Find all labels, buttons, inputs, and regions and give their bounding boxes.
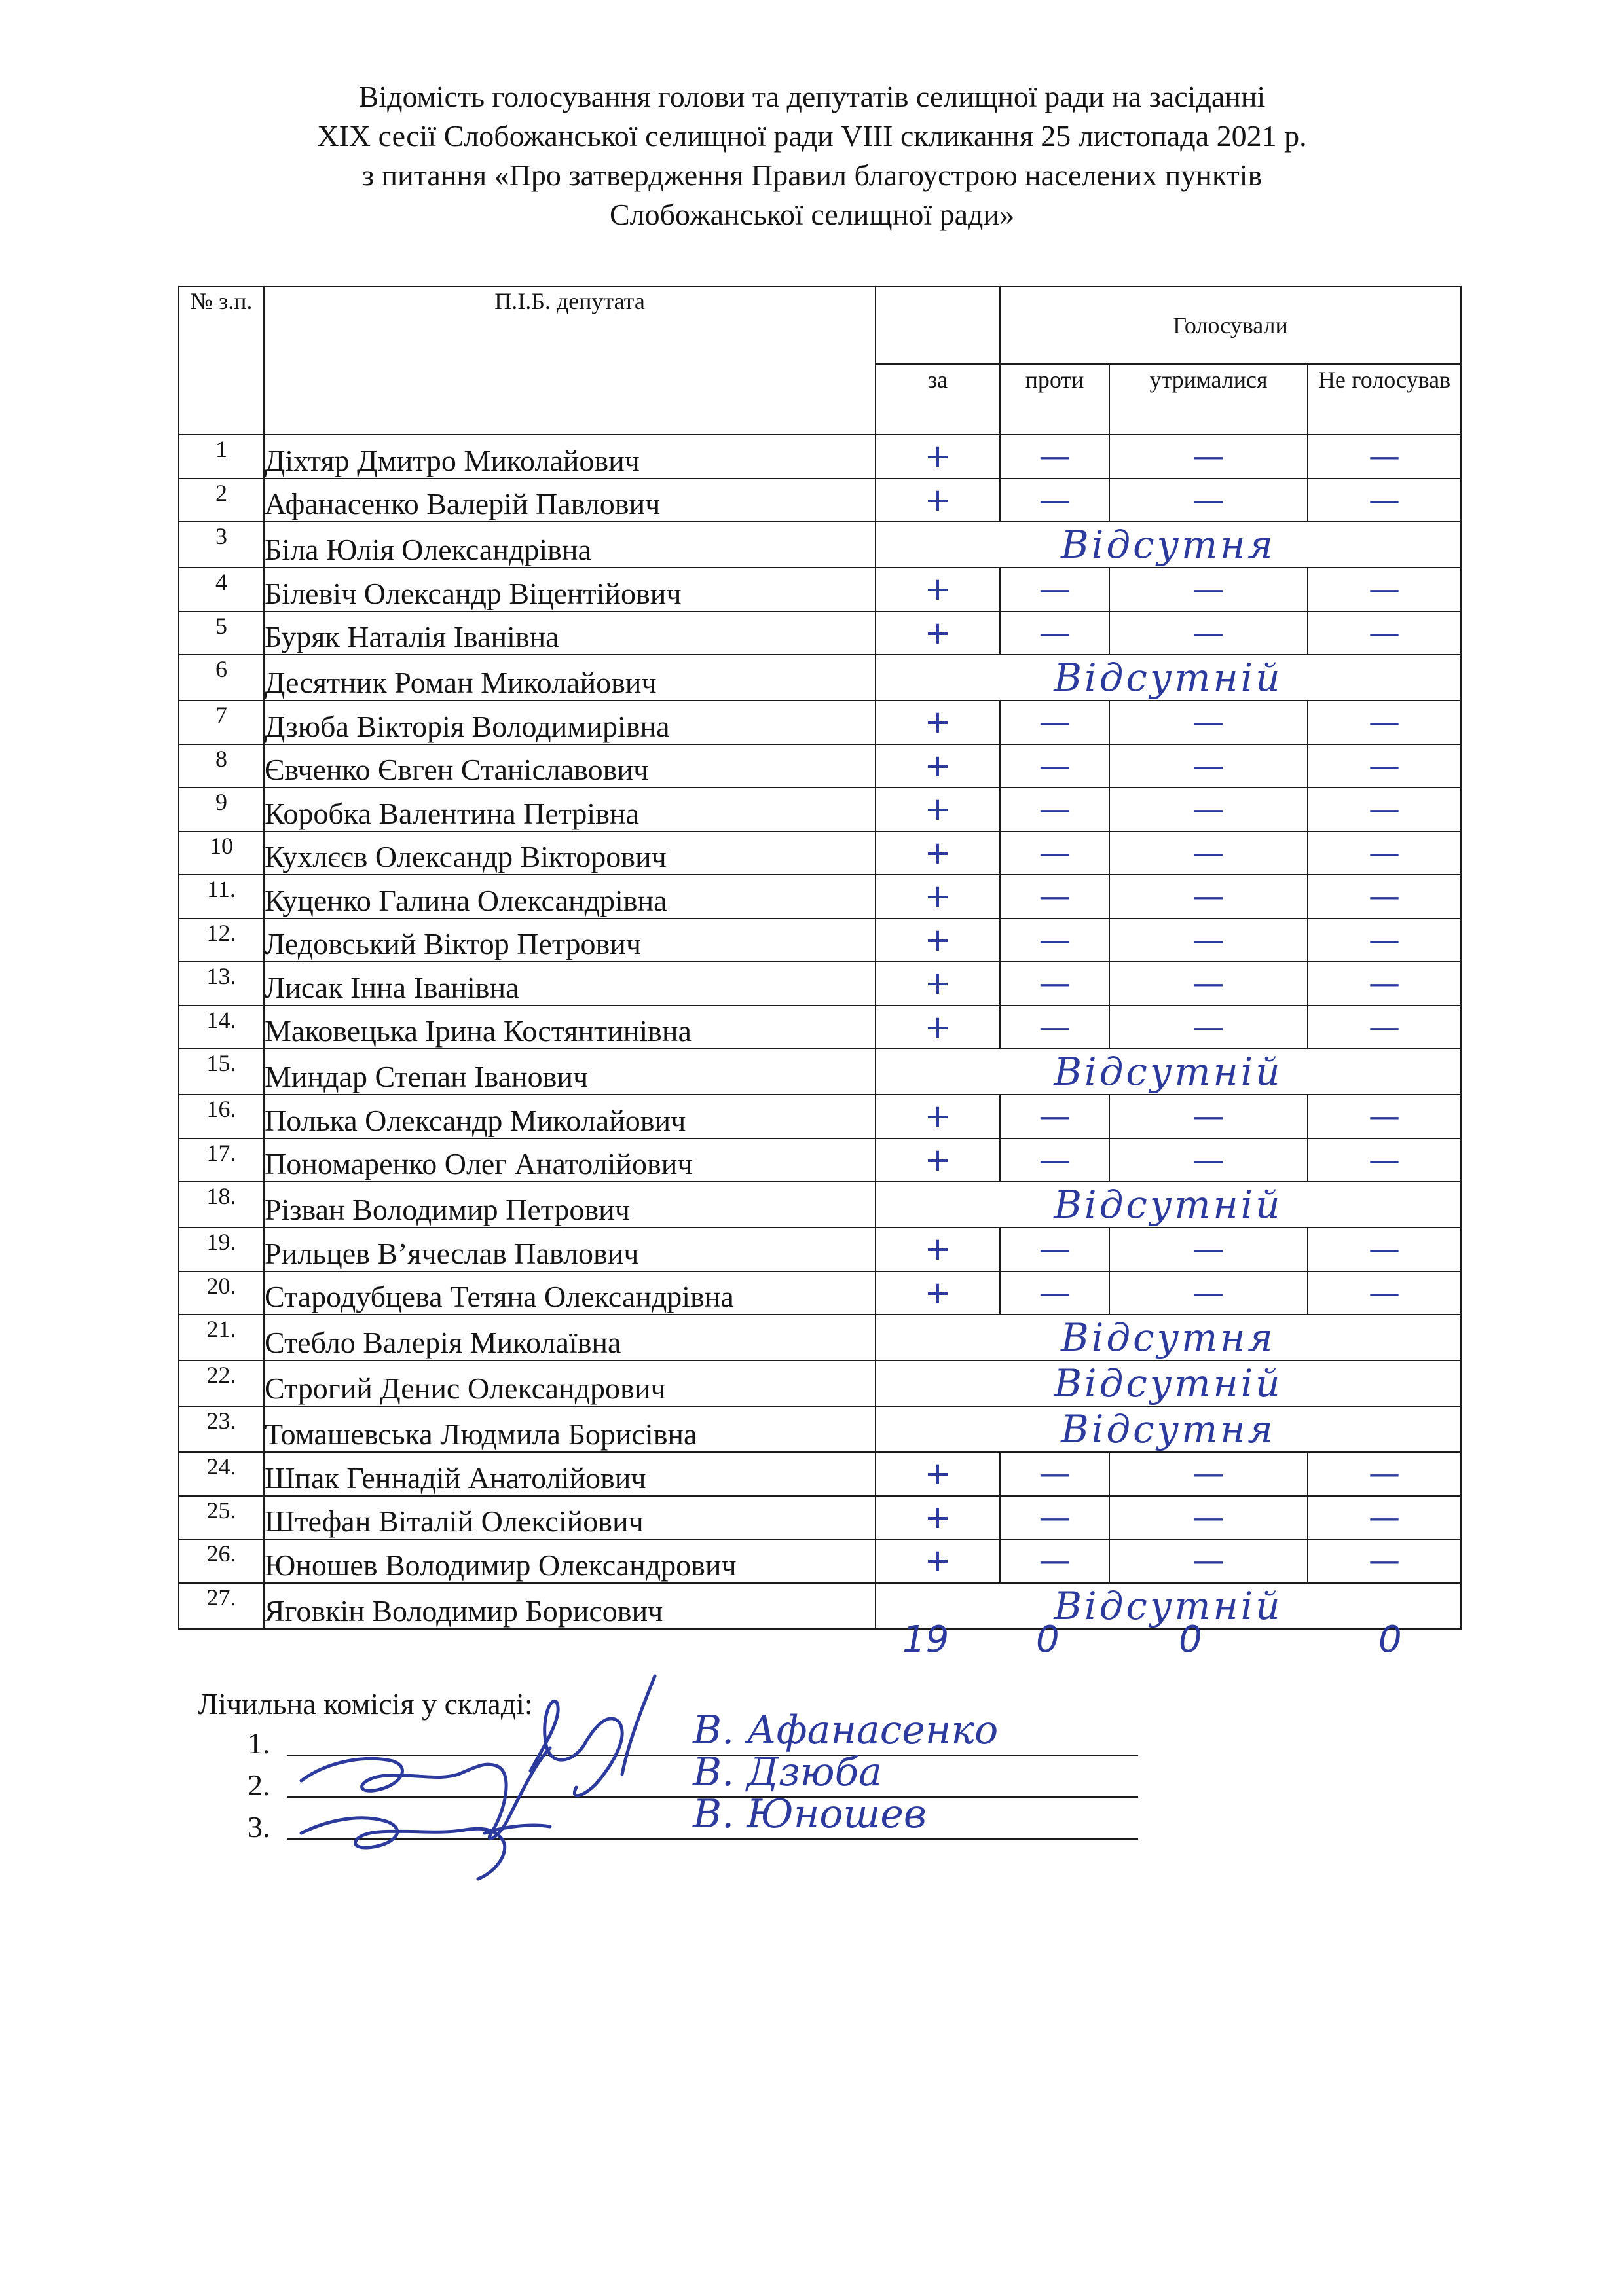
vote-against-mark: — <box>1000 788 1109 831</box>
deputy-name: Лисак Інна Іванівна <box>264 962 876 1006</box>
table-row <box>179 1182 1461 1228</box>
vote-not-voted-mark: — <box>1308 1496 1461 1540</box>
vote-abstained-mark: — <box>1109 875 1308 919</box>
vote-abstained-mark: — <box>1109 962 1308 1006</box>
row-number: 20. <box>179 1271 264 1315</box>
total-not-voted: 0 <box>1378 1618 1402 1661</box>
table-row <box>179 962 1461 1006</box>
header-against: проти <box>1000 364 1109 435</box>
vote-abstained-mark: — <box>1109 701 1308 744</box>
row-number: 18. <box>179 1182 264 1228</box>
vote-abstained-mark: — <box>1109 1496 1308 1540</box>
deputy-name: Стародубцева Тетяна Олександрівна <box>264 1271 876 1315</box>
table-row <box>179 1406 1461 1452</box>
vote-against-mark: — <box>1000 479 1109 522</box>
table-row <box>179 1271 1461 1315</box>
vote-for-mark: + <box>876 1496 1000 1540</box>
table-row <box>179 1496 1461 1540</box>
deputy-name: Рильцев В’ячеслав Павлович <box>264 1228 876 1271</box>
vote-not-voted-mark: — <box>1308 744 1461 788</box>
deputy-name: Кухлєєв Олександр Вікторович <box>264 831 876 875</box>
vote-abstained-mark: — <box>1109 831 1308 875</box>
deputy-name: Томашевська Людмила Борисівна <box>264 1406 876 1452</box>
vote-not-voted-mark: — <box>1308 1539 1461 1583</box>
table-row <box>179 1452 1461 1496</box>
title-line-3: з питання «Про затвердження Правил благоустрою населених пунктів <box>361 158 1263 192</box>
table-row <box>179 1228 1461 1271</box>
table-row <box>179 655 1461 701</box>
row-number: 3 <box>179 522 264 568</box>
deputy-name: Буряк Наталія Іванівна <box>264 611 876 655</box>
title-line-1: Відомість голосування голови та депутатів селищної ради на засіданні <box>358 80 1266 113</box>
absent-mark: Відсутній <box>876 1182 1461 1228</box>
header-not-voted: Не голосував <box>1308 364 1461 435</box>
row-number: 23. <box>179 1406 264 1452</box>
total-against: 0 <box>1036 1618 1060 1661</box>
vote-abstained-mark: — <box>1109 1271 1308 1315</box>
vote-not-voted-mark: — <box>1308 1139 1461 1182</box>
vote-against-mark: — <box>1000 744 1109 788</box>
vote-not-voted-mark: — <box>1308 1095 1461 1139</box>
vote-against-mark: — <box>1000 568 1109 611</box>
table-row <box>179 788 1461 831</box>
row-number: 19. <box>179 1228 264 1271</box>
vote-not-voted-mark: — <box>1308 435 1461 479</box>
vote-for-mark: + <box>876 1228 1000 1271</box>
table-row <box>179 701 1461 744</box>
vote-not-voted-mark: — <box>1308 875 1461 919</box>
deputy-name: Маковецька Ірина Костянтинівна <box>264 1006 876 1049</box>
deputy-name: Дзюба Вікторія Володимирівна <box>264 701 876 744</box>
absent-mark: Відсутній <box>876 1049 1461 1095</box>
vote-not-voted-mark: — <box>1308 1271 1461 1315</box>
deputy-name: Ледовський Віктор Петрович <box>264 919 876 962</box>
row-number: 14. <box>179 1006 264 1049</box>
row-number: 10 <box>179 831 264 875</box>
absent-mark: Відсутня <box>876 1406 1461 1452</box>
commission-number-3: 3. <box>248 1810 270 1844</box>
vote-abstained-mark: — <box>1109 919 1308 962</box>
vote-abstained-mark: — <box>1109 1006 1308 1049</box>
vote-against-mark: — <box>1000 875 1109 919</box>
row-number: 25. <box>179 1496 264 1540</box>
header-abstained: утрималися <box>1109 364 1308 435</box>
row-number: 12. <box>179 919 264 962</box>
row-number: 15. <box>179 1049 264 1095</box>
vote-abstained-mark: — <box>1109 1095 1308 1139</box>
voting-table <box>178 286 1462 1630</box>
header-blank <box>876 287 1000 364</box>
vote-not-voted-mark: — <box>1308 788 1461 831</box>
vote-against-mark: — <box>1000 1228 1109 1271</box>
deputy-name: Куценко Галина Олександрівна <box>264 875 876 919</box>
vote-for-mark: + <box>876 568 1000 611</box>
total-for: 19 <box>902 1618 950 1661</box>
commission-number-2: 2. <box>248 1768 270 1802</box>
vote-for-mark: + <box>876 788 1000 831</box>
vote-against-mark: — <box>1000 1496 1109 1540</box>
absent-mark: Відсутня <box>876 522 1461 568</box>
absent-mark: Відсутня <box>876 1315 1461 1360</box>
vote-for-mark: + <box>876 1006 1000 1049</box>
vote-against-mark: — <box>1000 919 1109 962</box>
vote-abstained-mark: — <box>1109 744 1308 788</box>
vote-against-mark: — <box>1000 1095 1109 1139</box>
row-number: 2 <box>179 479 264 522</box>
signature-2 <box>301 1748 550 1838</box>
vote-against-mark: — <box>1000 701 1109 744</box>
vote-abstained-mark: — <box>1109 611 1308 655</box>
commission-member-1: В. Афанасенко <box>693 1707 999 1753</box>
table-row <box>179 479 1461 522</box>
vote-for-mark: + <box>876 701 1000 744</box>
vote-against-mark: — <box>1000 611 1109 655</box>
deputy-name: Яговкін Володимир Борисович <box>264 1583 876 1629</box>
vote-against-mark: — <box>1000 435 1109 479</box>
row-number: 21. <box>179 1315 264 1360</box>
vote-against-mark: — <box>1000 1539 1109 1583</box>
vote-not-voted-mark: — <box>1308 701 1461 744</box>
vote-not-voted-mark: — <box>1308 611 1461 655</box>
absent-mark: Відсутній <box>876 1360 1461 1406</box>
deputy-name: Миндар Степан Іванович <box>264 1049 876 1095</box>
vote-for-mark: + <box>876 479 1000 522</box>
table-row <box>179 919 1461 962</box>
vote-not-voted-mark: — <box>1308 568 1461 611</box>
title-line-4: Слобожанської селищної ради» <box>609 198 1015 231</box>
vote-for-mark: + <box>876 611 1000 655</box>
table-row <box>179 1360 1461 1406</box>
row-number: 26. <box>179 1539 264 1583</box>
vote-abstained-mark: — <box>1109 1452 1308 1496</box>
commission-member-2: В. Дзюба <box>693 1749 882 1795</box>
vote-not-voted-mark: — <box>1308 919 1461 962</box>
row-number: 8 <box>179 744 264 788</box>
vote-not-voted-mark: — <box>1308 831 1461 875</box>
deputy-name: Десятник Роман Миколайович <box>264 655 876 701</box>
document-title <box>0 77 1624 234</box>
vote-for-mark: + <box>876 1452 1000 1496</box>
deputy-name: Білевіч Олександр Віцентійович <box>264 568 876 611</box>
row-number: 22. <box>179 1360 264 1406</box>
vote-for-mark: + <box>876 875 1000 919</box>
deputy-name: Афанасенко Валерій Павлович <box>264 479 876 522</box>
absent-mark: Відсутній <box>876 1583 1461 1629</box>
vote-for-mark: + <box>876 831 1000 875</box>
vote-abstained-mark: — <box>1109 435 1308 479</box>
row-number: 1 <box>179 435 264 479</box>
deputy-name: Шпак Геннадій Анатолійович <box>264 1452 876 1496</box>
row-number: 11. <box>179 875 264 919</box>
deputy-name: Коробка Валентина Петрівна <box>264 788 876 831</box>
deputy-name: Різван Володимир Петрович <box>264 1182 876 1228</box>
vote-for-mark: + <box>876 1139 1000 1182</box>
vote-against-mark: — <box>1000 831 1109 875</box>
vote-for-mark: + <box>876 1271 1000 1315</box>
vote-abstained-mark: — <box>1109 479 1308 522</box>
row-number: 27. <box>179 1583 264 1629</box>
deputy-name: Діхтяр Дмитро Миколайович <box>264 435 876 479</box>
deputy-rows <box>179 435 1461 1629</box>
vote-for-mark: + <box>876 1539 1000 1583</box>
vote-for-mark: + <box>876 919 1000 962</box>
vote-against-mark: — <box>1000 1452 1109 1496</box>
table-row <box>179 1315 1461 1360</box>
table-row <box>179 1095 1461 1139</box>
vote-for-mark: + <box>876 435 1000 479</box>
vote-not-voted-mark: — <box>1308 479 1461 522</box>
commission-number-1: 1. <box>248 1726 270 1760</box>
vote-not-voted-mark: — <box>1308 962 1461 1006</box>
vote-abstained-mark: — <box>1109 788 1308 831</box>
vote-for-mark: + <box>876 1095 1000 1139</box>
header-voted: Голосували <box>1000 287 1461 364</box>
row-number: 6 <box>179 655 264 701</box>
vote-against-mark: — <box>1000 1271 1109 1315</box>
vote-abstained-mark: — <box>1109 568 1308 611</box>
header-name: П.І.Б. депутата <box>264 287 876 435</box>
vote-not-voted-mark: — <box>1308 1452 1461 1496</box>
vote-against-mark: — <box>1000 1139 1109 1182</box>
signature-1 <box>530 1676 655 1796</box>
table-row <box>179 875 1461 919</box>
deputy-name: Біла Юлія Олександрівна <box>264 522 876 568</box>
table-row <box>179 831 1461 875</box>
vote-abstained-mark: — <box>1109 1228 1308 1271</box>
vote-not-voted-mark: — <box>1308 1006 1461 1049</box>
row-number: 5 <box>179 611 264 655</box>
header-number: № з.п. <box>179 287 264 435</box>
table-row <box>179 522 1461 568</box>
row-number: 13. <box>179 962 264 1006</box>
handwritten-signatures <box>288 1663 760 1899</box>
table-row <box>179 435 1461 479</box>
table-row <box>179 1006 1461 1049</box>
total-abstained: 0 <box>1179 1618 1202 1661</box>
vote-abstained-mark: — <box>1109 1139 1308 1182</box>
header-for: за <box>876 364 1000 435</box>
row-number: 16. <box>179 1095 264 1139</box>
row-number: 24. <box>179 1452 264 1496</box>
commission-member-3: В. Юношев <box>693 1791 927 1837</box>
title-line-2: XIX сесії Слобожанської селищної ради VIII скликання 25 листопада 2021 р. <box>317 119 1307 153</box>
deputy-name: Штефан Віталій Олексійович <box>264 1496 876 1540</box>
vote-abstained-mark: — <box>1109 1539 1308 1583</box>
signature-3 <box>301 1818 550 1879</box>
table-row <box>179 1049 1461 1095</box>
table-row <box>179 568 1461 611</box>
absent-mark: Відсутній <box>876 655 1461 701</box>
table-row <box>179 744 1461 788</box>
deputy-name: Полька Олександр Миколайович <box>264 1095 876 1139</box>
deputy-name: Юношев Володимир Олександрович <box>264 1539 876 1583</box>
row-number: 7 <box>179 701 264 744</box>
vote-for-mark: + <box>876 744 1000 788</box>
deputy-name: Строгий Денис Олександрович <box>264 1360 876 1406</box>
table-row <box>179 1539 1461 1583</box>
vote-for-mark: + <box>876 962 1000 1006</box>
deputy-name: Євченко Євген Станіславович <box>264 744 876 788</box>
vote-not-voted-mark: — <box>1308 1228 1461 1271</box>
row-number: 4 <box>179 568 264 611</box>
vote-against-mark: — <box>1000 1006 1109 1049</box>
table-row <box>179 1583 1461 1629</box>
row-number: 9 <box>179 788 264 831</box>
commission-label: Лічильна комісія у складі: <box>198 1687 533 1721</box>
table-row <box>179 611 1461 655</box>
deputy-name: Пономаренко Олег Анатолійович <box>264 1139 876 1182</box>
table-row <box>179 1139 1461 1182</box>
row-number: 17. <box>179 1139 264 1182</box>
deputy-name: Стебло Валерія Миколаївна <box>264 1315 876 1360</box>
vote-against-mark: — <box>1000 962 1109 1006</box>
